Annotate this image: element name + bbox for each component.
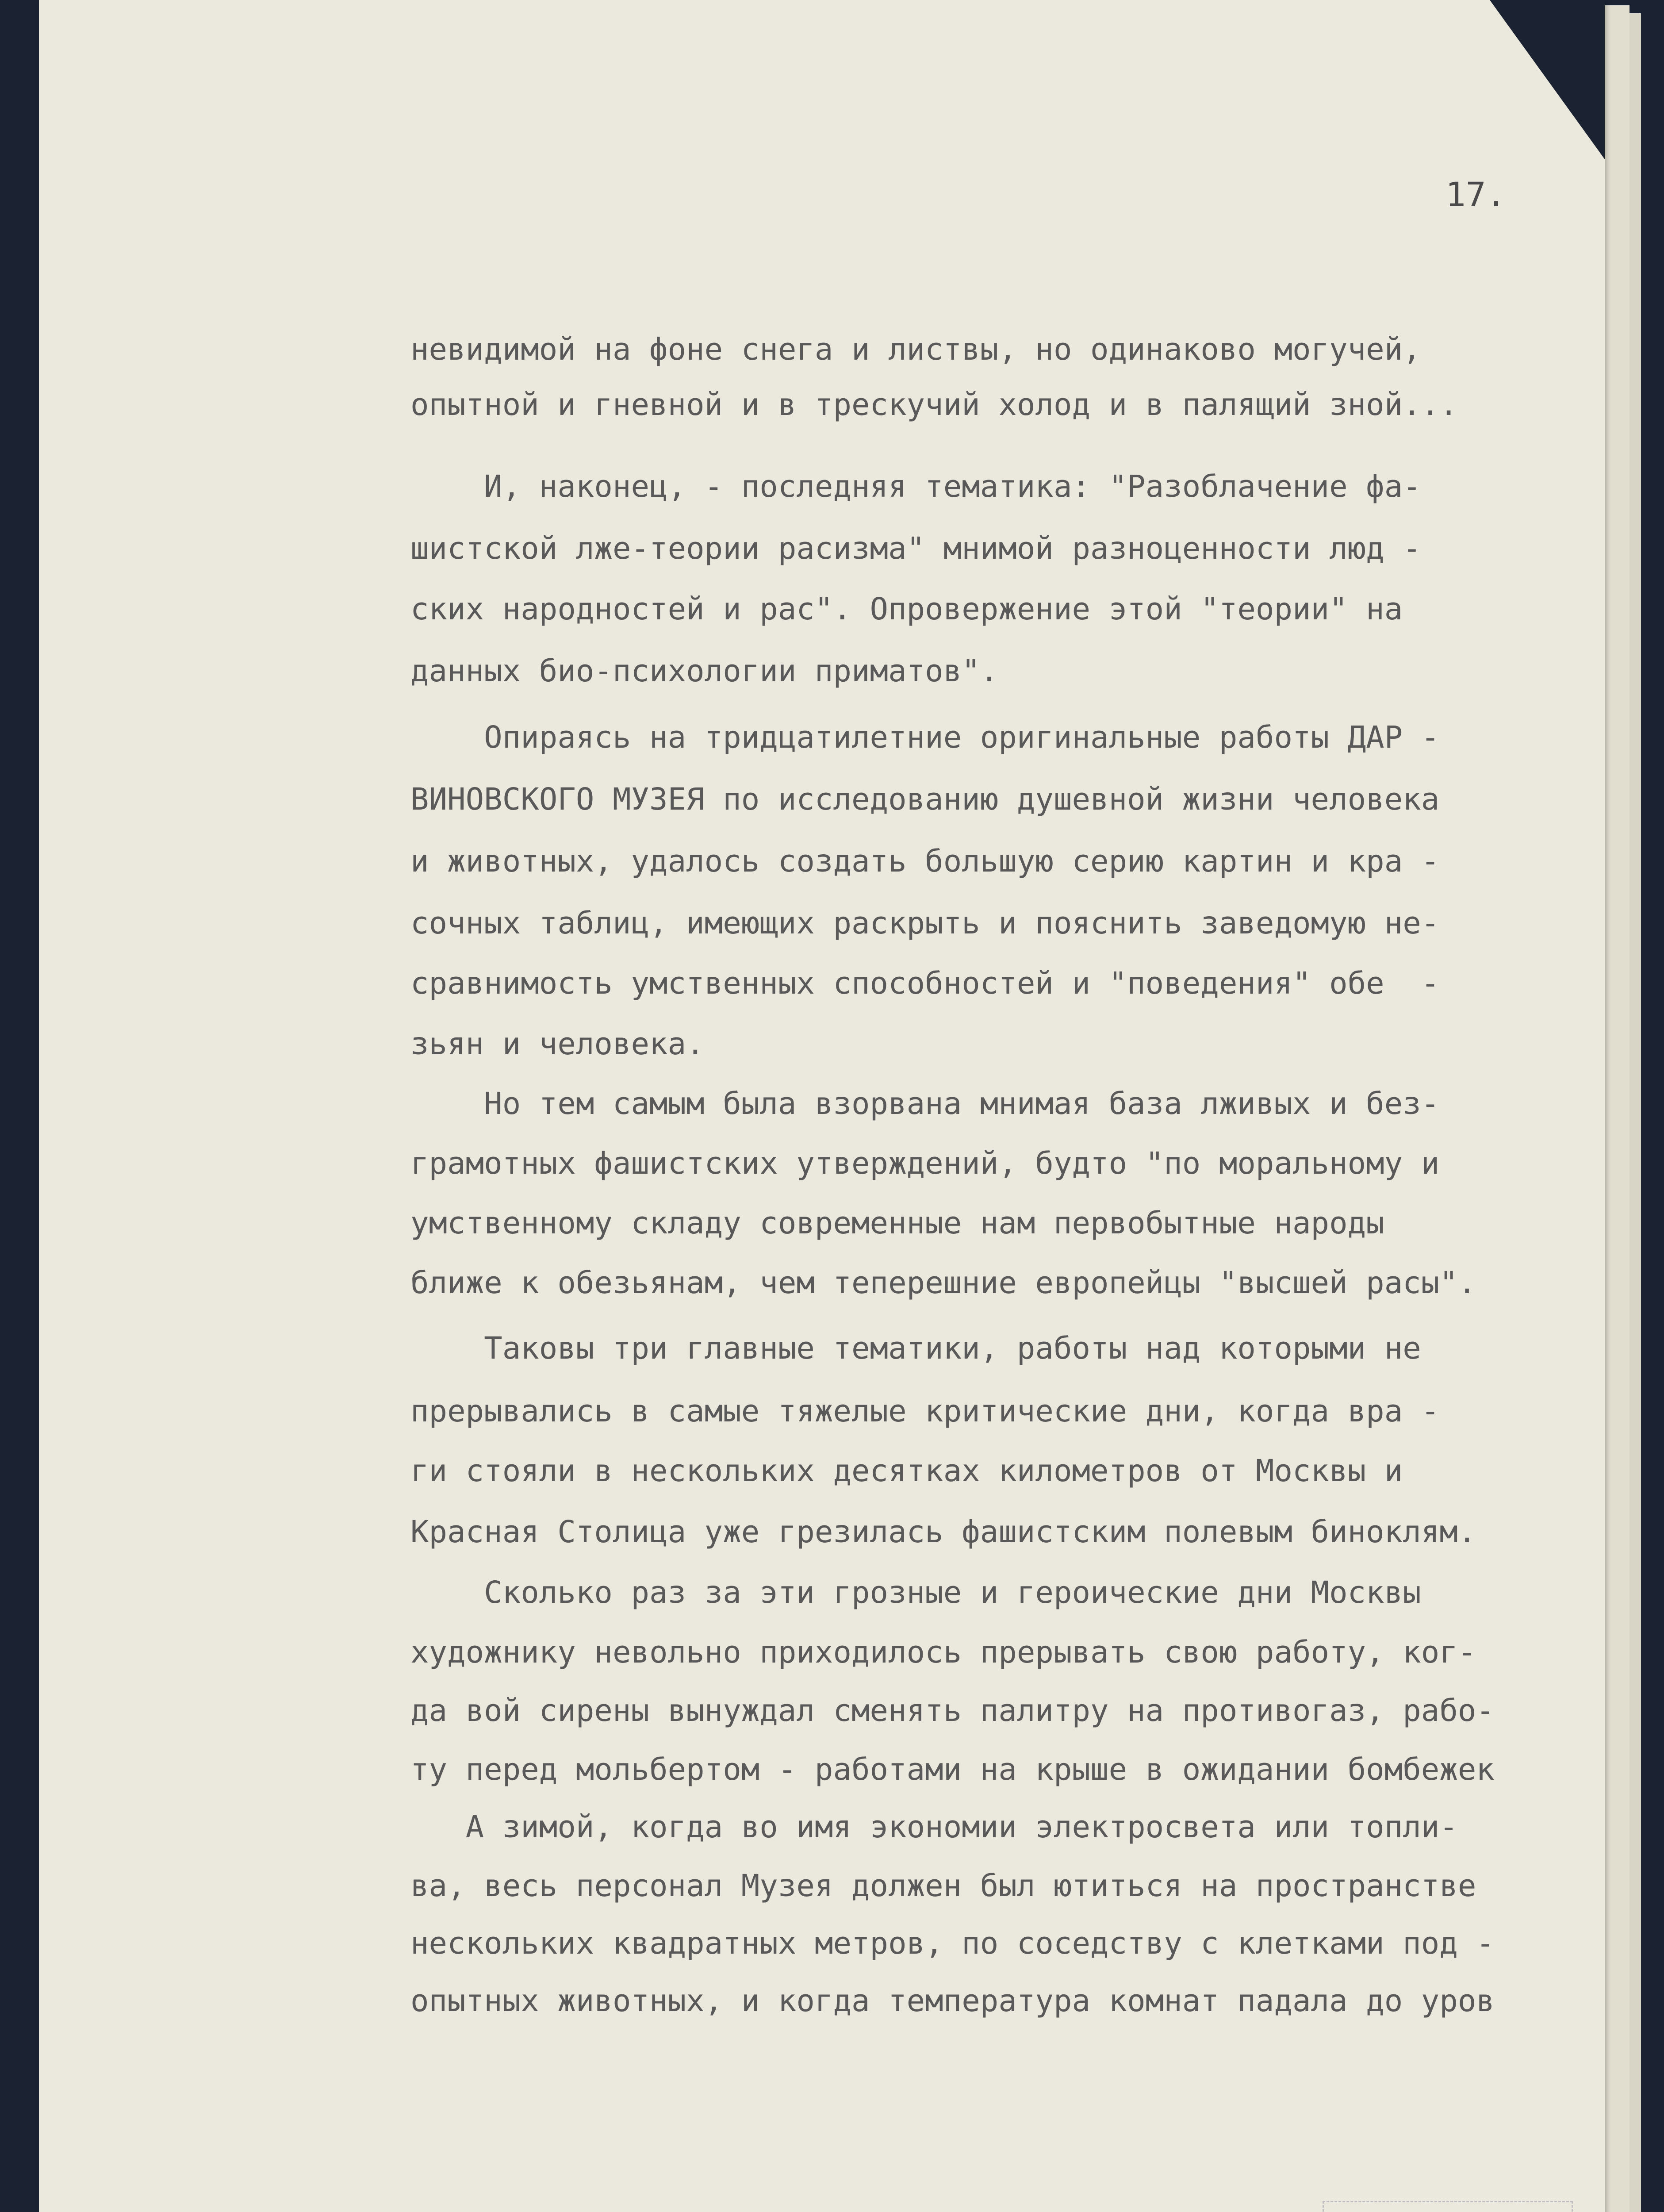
text-line: нескольких квадратных метров, по соседству с клетками под - — [410, 1926, 1495, 1961]
text-line: Опираясь на тридцатилетние оригинальные работы ДАР - — [410, 720, 1440, 755]
text-line: прерывались в самые тяжелые критические дни, когда вра - — [410, 1394, 1440, 1429]
text-line: сравнимость умственных способностей и "поведения" обе - — [410, 966, 1440, 1001]
text-line: Сколько раз за эти грозные и героические дни Москвы — [410, 1575, 1421, 1610]
text-line: ВИНОВСКОГО МУЗЕЯ по исследованию душевной жизни человека — [410, 782, 1440, 817]
text-line: ту перед мольбертом - работами на крыше в ожидании бомбежек — [410, 1752, 1495, 1787]
text-line: Таковы три главные тематики, работы над которыми не — [410, 1331, 1421, 1366]
folded-corner — [1490, 0, 1605, 159]
text-line: и животных, удалось создать большую серию картин и кра - — [410, 844, 1440, 879]
text-line: да вой сирены вынуждал сменять палитру на противогаз, рабо- — [410, 1693, 1495, 1728]
typewritten-page — [39, 0, 1605, 2212]
text-line: Но тем самым была взорвана мнимая база лживых и без- — [410, 1086, 1440, 1121]
text-line: сочных таблиц, имеющих раскрыть и пояснить заведомую не- — [410, 906, 1440, 941]
text-line: умственному складу современные нам первобытные народы — [410, 1206, 1384, 1241]
text-line: ги стояли в нескольких десятках километров от Москвы и — [410, 1453, 1403, 1489]
text-line: данных био-психологии приматов". — [410, 653, 999, 689]
text-line: художнику невольно приходилось прерывать свою работу, ког- — [410, 1635, 1476, 1670]
text-line: невидимой на фоне снега и листвы, но одинаково могучей, — [410, 332, 1421, 367]
text-line: зьян и человека. — [410, 1026, 705, 1062]
page-number: 17. — [1445, 175, 1507, 214]
text-line: шистской лже-теории расизма" мнимой разноценности люд - — [410, 531, 1421, 566]
archive-stamp — [1323, 2201, 1573, 2212]
text-line: опытной и гневной и в трескучий холод и в палящий зной... — [410, 387, 1458, 422]
text-line: А зимой, когда во имя экономии электросвета или топли- — [410, 1809, 1458, 1845]
text-line: Красная Столица уже грезилась фашистским полевым биноклям. — [410, 1514, 1476, 1550]
text-line: И, наконец, - последняя тематика: "Разоблачение фа- — [410, 469, 1421, 504]
text-line: опытных животных, и когда температура комнат падала до уров — [410, 1983, 1495, 2019]
text-line: ближе к обезьянам, чем теперешние европейцы "высшей расы". — [410, 1265, 1476, 1301]
text-line: грамотных фашистских утверждений, будто "по моральному и — [410, 1146, 1440, 1181]
text-line: ва, весь персонал Музея должен был ютиться на пространстве — [410, 1868, 1476, 1904]
text-line: ских народностей и рас". Опровержение этой "теории" на — [410, 591, 1403, 627]
